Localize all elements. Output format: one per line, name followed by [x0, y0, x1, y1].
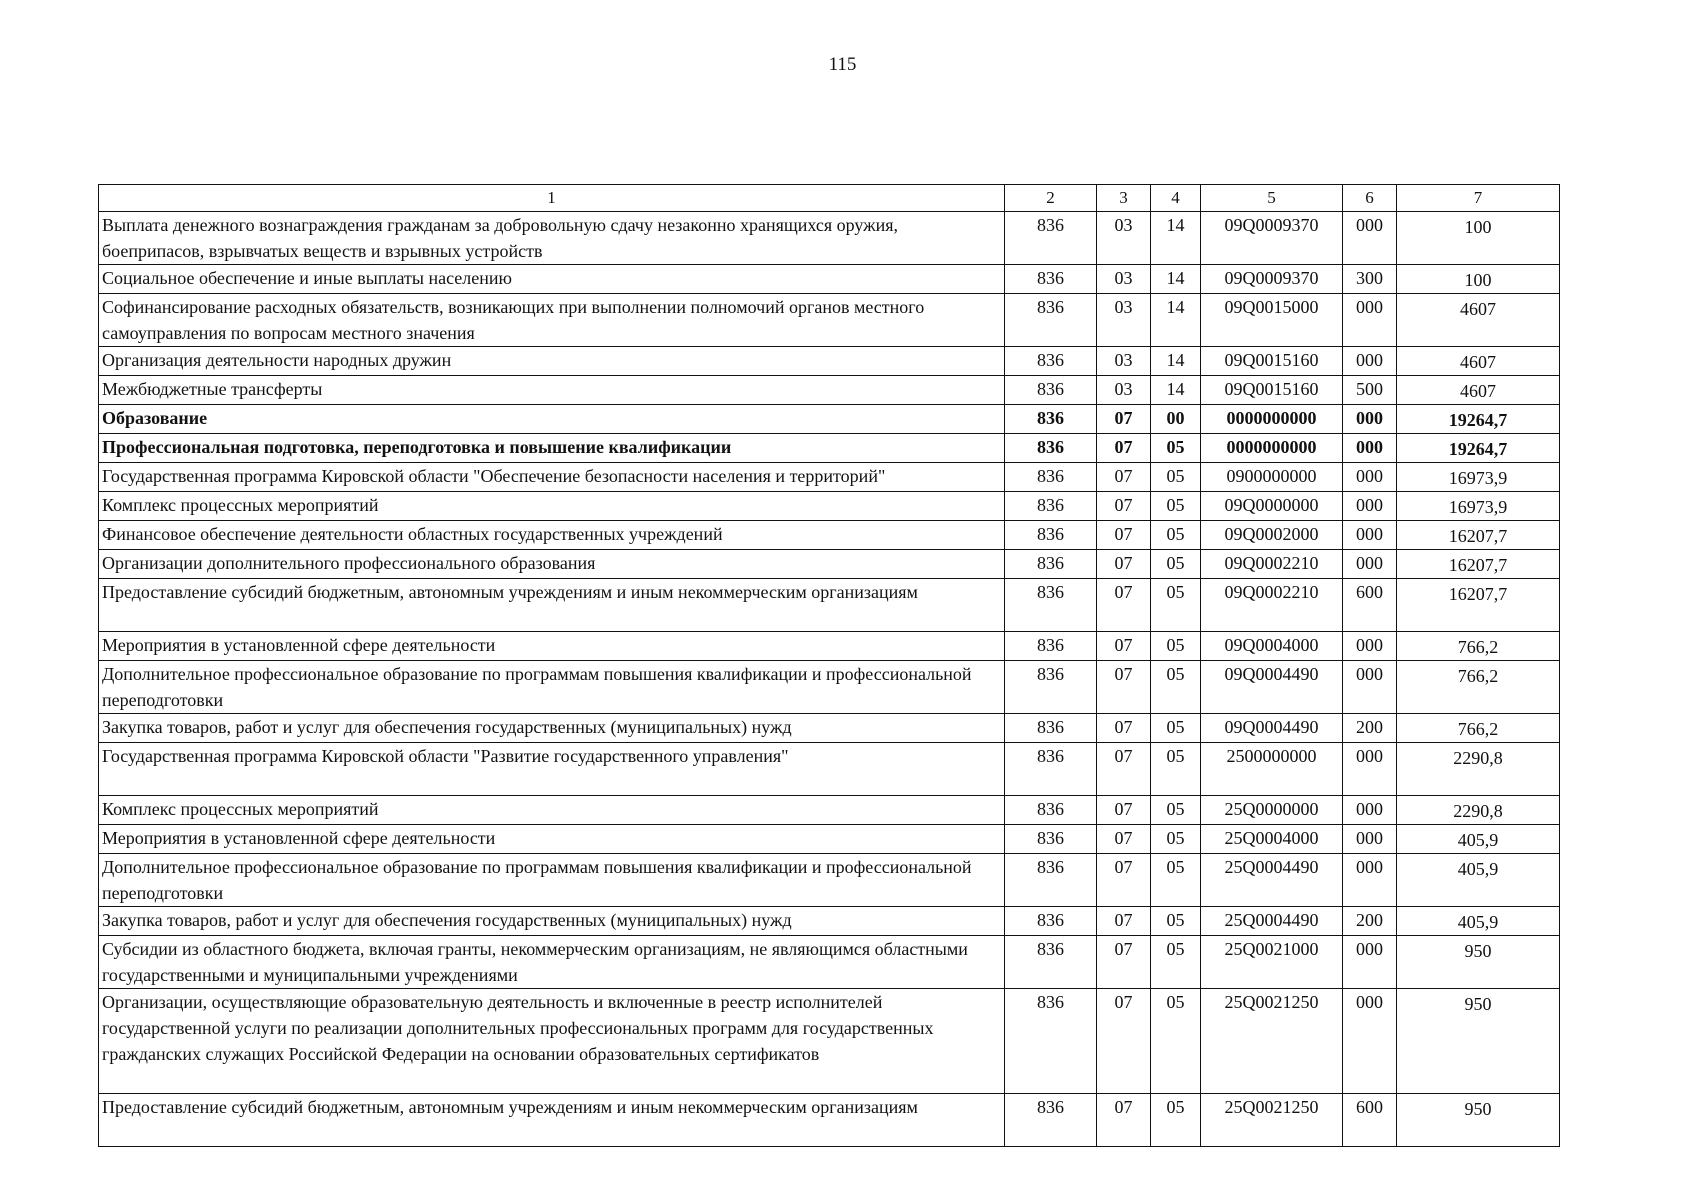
row-amount: 100	[1397, 265, 1560, 294]
row-code-5: 0900000000	[1201, 463, 1343, 492]
row-code-5: 25Q0004490	[1201, 907, 1343, 936]
row-code-6: 000	[1343, 521, 1397, 550]
row-code-4: 05	[1151, 492, 1201, 521]
row-code-6: 000	[1343, 854, 1397, 907]
table-row	[99, 714, 1560, 743]
row-code-2: 836	[1005, 463, 1097, 492]
row-name: Выплата денежного вознаграждения гражданам за добровольную сдачу незаконно хранящихся оружия, боеприпасов, взрывчатых веществ и взрывных устройств	[99, 212, 1005, 265]
row-name: Финансовое обеспечение деятельности областных государственных учреждений	[99, 521, 1005, 550]
row-code-6: 000	[1343, 825, 1397, 854]
row-code-2: 836	[1005, 714, 1097, 743]
row-amount: 2290,8	[1397, 796, 1560, 825]
row-code-5: 09Q0002210	[1201, 550, 1343, 579]
row-code-4: 00	[1151, 405, 1201, 434]
table-body	[99, 212, 1560, 1147]
row-amount: 16973,9	[1397, 492, 1560, 521]
row-code-4: 05	[1151, 825, 1201, 854]
table-row	[99, 825, 1560, 854]
row-code-2: 836	[1005, 347, 1097, 376]
row-name: Межбюджетные трансферты	[99, 376, 1005, 405]
row-code-2: 836	[1005, 743, 1097, 796]
row-amount: 16207,7	[1397, 579, 1560, 632]
row-code-6: 000	[1343, 632, 1397, 661]
row-code-3: 03	[1097, 294, 1151, 347]
row-amount: 4607	[1397, 347, 1560, 376]
row-amount: 19264,7	[1397, 434, 1560, 463]
row-code-4: 05	[1151, 714, 1201, 743]
row-code-4: 14	[1151, 294, 1201, 347]
table-row	[99, 907, 1560, 936]
row-code-6: 600	[1343, 1094, 1397, 1147]
row-code-5: 25Q0021000	[1201, 936, 1343, 989]
row-code-5: 25Q0004000	[1201, 825, 1343, 854]
row-amount: 100	[1397, 212, 1560, 265]
table-row	[99, 376, 1560, 405]
row-code-2: 836	[1005, 521, 1097, 550]
table-row	[99, 936, 1560, 989]
row-code-5: 09Q0015160	[1201, 376, 1343, 405]
row-amount: 950	[1397, 936, 1560, 989]
header-col-1: 1	[99, 185, 1005, 212]
row-name: Профессиональная подготовка, переподготовка и повышение квалификации	[99, 434, 1005, 463]
row-amount: 16207,7	[1397, 550, 1560, 579]
row-name: Комплекс процессных мероприятий	[99, 796, 1005, 825]
table-row	[99, 989, 1560, 1094]
header-col-2: 2	[1005, 185, 1097, 212]
row-code-3: 07	[1097, 796, 1151, 825]
row-name: Социальное обеспечение и иные выплаты населению	[99, 265, 1005, 294]
row-code-6: 000	[1343, 347, 1397, 376]
row-code-4: 14	[1151, 347, 1201, 376]
row-code-2: 836	[1005, 825, 1097, 854]
row-code-4: 05	[1151, 521, 1201, 550]
row-code-6: 000	[1343, 989, 1397, 1094]
row-code-6: 500	[1343, 376, 1397, 405]
row-code-2: 836	[1005, 265, 1097, 294]
row-code-6: 300	[1343, 265, 1397, 294]
row-code-3: 07	[1097, 743, 1151, 796]
row-code-4: 05	[1151, 463, 1201, 492]
row-code-2: 836	[1005, 492, 1097, 521]
row-code-6: 000	[1343, 294, 1397, 347]
header-col-4: 4	[1151, 185, 1201, 212]
table-row	[99, 265, 1560, 294]
table-row	[99, 632, 1560, 661]
row-code-3: 07	[1097, 463, 1151, 492]
table-row	[99, 405, 1560, 434]
row-code-4: 05	[1151, 989, 1201, 1094]
row-amount: 405,9	[1397, 907, 1560, 936]
header-col-5: 5	[1201, 185, 1343, 212]
row-code-3: 03	[1097, 212, 1151, 265]
row-code-5: 09Q0000000	[1201, 492, 1343, 521]
table-row	[99, 521, 1560, 550]
table-row	[99, 661, 1560, 714]
row-code-3: 07	[1097, 936, 1151, 989]
row-amount: 4607	[1397, 294, 1560, 347]
row-code-3: 07	[1097, 550, 1151, 579]
row-code-3: 07	[1097, 492, 1151, 521]
table-row	[99, 294, 1560, 347]
header-col-7: 7	[1397, 185, 1560, 212]
row-code-5: 09Q0009370	[1201, 265, 1343, 294]
row-code-5: 09Q0004490	[1201, 661, 1343, 714]
row-name: Организации дополнительного профессионального образования	[99, 550, 1005, 579]
row-code-4: 14	[1151, 265, 1201, 294]
header-col-3: 3	[1097, 185, 1151, 212]
row-name: Закупка товаров, работ и услуг для обеспечения государственных (муниципальных) нужд	[99, 907, 1005, 936]
row-code-3: 07	[1097, 661, 1151, 714]
row-code-6: 000	[1343, 212, 1397, 265]
row-code-3: 07	[1097, 825, 1151, 854]
row-amount: 16973,9	[1397, 463, 1560, 492]
row-amount: 766,2	[1397, 714, 1560, 743]
budget-table	[98, 184, 1560, 1147]
row-code-3: 07	[1097, 989, 1151, 1094]
row-code-6: 000	[1343, 550, 1397, 579]
row-code-4: 05	[1151, 1094, 1201, 1147]
table-row	[99, 550, 1560, 579]
row-name: Закупка товаров, работ и услуг для обеспечения государственных (муниципальных) нужд	[99, 714, 1005, 743]
row-code-2: 836	[1005, 796, 1097, 825]
table-row	[99, 434, 1560, 463]
row-code-5: 2500000000	[1201, 743, 1343, 796]
row-code-6: 000	[1343, 936, 1397, 989]
row-code-2: 836	[1005, 632, 1097, 661]
row-code-4: 05	[1151, 632, 1201, 661]
table-row	[99, 492, 1560, 521]
row-code-5: 09Q0015000	[1201, 294, 1343, 347]
row-code-4: 05	[1151, 936, 1201, 989]
row-code-3: 07	[1097, 579, 1151, 632]
row-code-5: 0000000000	[1201, 405, 1343, 434]
row-code-4: 14	[1151, 212, 1201, 265]
row-code-5: 25Q0021250	[1201, 1094, 1343, 1147]
row-code-4: 05	[1151, 743, 1201, 796]
row-code-4: 05	[1151, 550, 1201, 579]
row-amount: 766,2	[1397, 632, 1560, 661]
row-code-2: 836	[1005, 405, 1097, 434]
table-header	[99, 185, 1560, 212]
row-amount: 4607	[1397, 376, 1560, 405]
row-code-2: 836	[1005, 376, 1097, 405]
row-code-5: 09Q0015160	[1201, 347, 1343, 376]
row-code-3: 03	[1097, 376, 1151, 405]
row-amount: 950	[1397, 1094, 1560, 1147]
row-code-5: 25Q0004490	[1201, 854, 1343, 907]
row-amount: 766,2	[1397, 661, 1560, 714]
row-code-5: 09Q0004000	[1201, 632, 1343, 661]
row-code-6: 000	[1343, 492, 1397, 521]
row-code-5: 0000000000	[1201, 434, 1343, 463]
row-code-3: 07	[1097, 1094, 1151, 1147]
row-code-6: 000	[1343, 661, 1397, 714]
row-code-2: 836	[1005, 212, 1097, 265]
row-code-3: 03	[1097, 265, 1151, 294]
row-code-2: 836	[1005, 907, 1097, 936]
row-code-2: 836	[1005, 434, 1097, 463]
row-code-6: 000	[1343, 463, 1397, 492]
row-code-2: 836	[1005, 936, 1097, 989]
row-code-6: 000	[1343, 743, 1397, 796]
row-amount: 19264,7	[1397, 405, 1560, 434]
header-row	[99, 185, 1560, 212]
row-amount: 950	[1397, 989, 1560, 1094]
row-code-2: 836	[1005, 1094, 1097, 1147]
row-code-4: 05	[1151, 796, 1201, 825]
row-code-2: 836	[1005, 579, 1097, 632]
row-name: Мероприятия в установленной сфере деятельности	[99, 632, 1005, 661]
row-code-3: 07	[1097, 714, 1151, 743]
row-amount: 16207,7	[1397, 521, 1560, 550]
row-code-5: 09Q0009370	[1201, 212, 1343, 265]
row-name: Комплекс процессных мероприятий	[99, 492, 1005, 521]
table-row	[99, 463, 1560, 492]
row-code-3: 07	[1097, 854, 1151, 907]
row-code-5: 09Q0002210	[1201, 579, 1343, 632]
table-row	[99, 743, 1560, 796]
row-code-4: 05	[1151, 579, 1201, 632]
row-amount: 405,9	[1397, 825, 1560, 854]
table-row	[99, 1094, 1560, 1147]
row-code-3: 07	[1097, 907, 1151, 936]
row-code-2: 836	[1005, 550, 1097, 579]
row-code-4: 05	[1151, 661, 1201, 714]
row-name: Мероприятия в установленной сфере деятельности	[99, 825, 1005, 854]
row-code-5: 25Q0000000	[1201, 796, 1343, 825]
row-code-4: 05	[1151, 434, 1201, 463]
row-code-6: 200	[1343, 907, 1397, 936]
row-amount: 2290,8	[1397, 743, 1560, 796]
row-name: Государственная программа Кировской области "Развитие государственного управления"	[99, 743, 1005, 796]
header-col-6: 6	[1343, 185, 1397, 212]
table-row	[99, 796, 1560, 825]
row-name: Дополнительное профессиональное образование по программам повышения квалификации и профессиональной переподготовки	[99, 661, 1005, 714]
row-code-2: 836	[1005, 294, 1097, 347]
row-code-4: 05	[1151, 854, 1201, 907]
table-row	[99, 347, 1560, 376]
row-name: Субсидии из областного бюджета, включая гранты, некоммерческим организациям, не являющимся областными государственными и муниципальными учреждениями	[99, 936, 1005, 989]
table-row	[99, 212, 1560, 265]
table-row	[99, 579, 1560, 632]
row-code-6: 600	[1343, 579, 1397, 632]
row-name: Государственная программа Кировской области "Обеспечение безопасности населения и территорий"	[99, 463, 1005, 492]
row-code-6: 000	[1343, 796, 1397, 825]
row-name: Организация деятельности народных дружин	[99, 347, 1005, 376]
row-code-3: 07	[1097, 434, 1151, 463]
row-name: Софинансирование расходных обязательств, возникающих при выполнении полномочий органов местного самоуправления по вопросам местного значения	[99, 294, 1005, 347]
row-name: Организации, осуществляющие образовательную деятельность и включенные в реестр исполнителей государственной услуги по реализации дополнительных профессиональных программ для государственных гражданских служащих Российской Федерации на основании образовательных сертификатов	[99, 989, 1005, 1094]
row-name: Дополнительное профессиональное образование по программам повышения квалификации и профессиональной переподготовки	[99, 854, 1005, 907]
row-code-6: 000	[1343, 405, 1397, 434]
row-code-5: 09Q0004490	[1201, 714, 1343, 743]
row-code-6: 200	[1343, 714, 1397, 743]
row-code-5: 09Q0002000	[1201, 521, 1343, 550]
row-code-3: 03	[1097, 347, 1151, 376]
table-row	[99, 854, 1560, 907]
row-code-3: 07	[1097, 405, 1151, 434]
page-number: 115	[828, 54, 857, 75]
row-code-6: 000	[1343, 434, 1397, 463]
row-code-4: 14	[1151, 376, 1201, 405]
row-name: Предоставление субсидий бюджетным, автономным учреждениям и иным некоммерческим организациям	[99, 1094, 1005, 1147]
row-code-2: 836	[1005, 661, 1097, 714]
row-code-2: 836	[1005, 989, 1097, 1094]
row-code-3: 07	[1097, 632, 1151, 661]
row-name: Предоставление субсидий бюджетным, автономным учреждениям и иным некоммерческим организациям	[99, 579, 1005, 632]
row-code-4: 05	[1151, 907, 1201, 936]
row-amount: 405,9	[1397, 854, 1560, 907]
row-code-2: 836	[1005, 854, 1097, 907]
row-code-5: 25Q0021250	[1201, 989, 1343, 1094]
row-name: Образование	[99, 405, 1005, 434]
row-code-3: 07	[1097, 521, 1151, 550]
